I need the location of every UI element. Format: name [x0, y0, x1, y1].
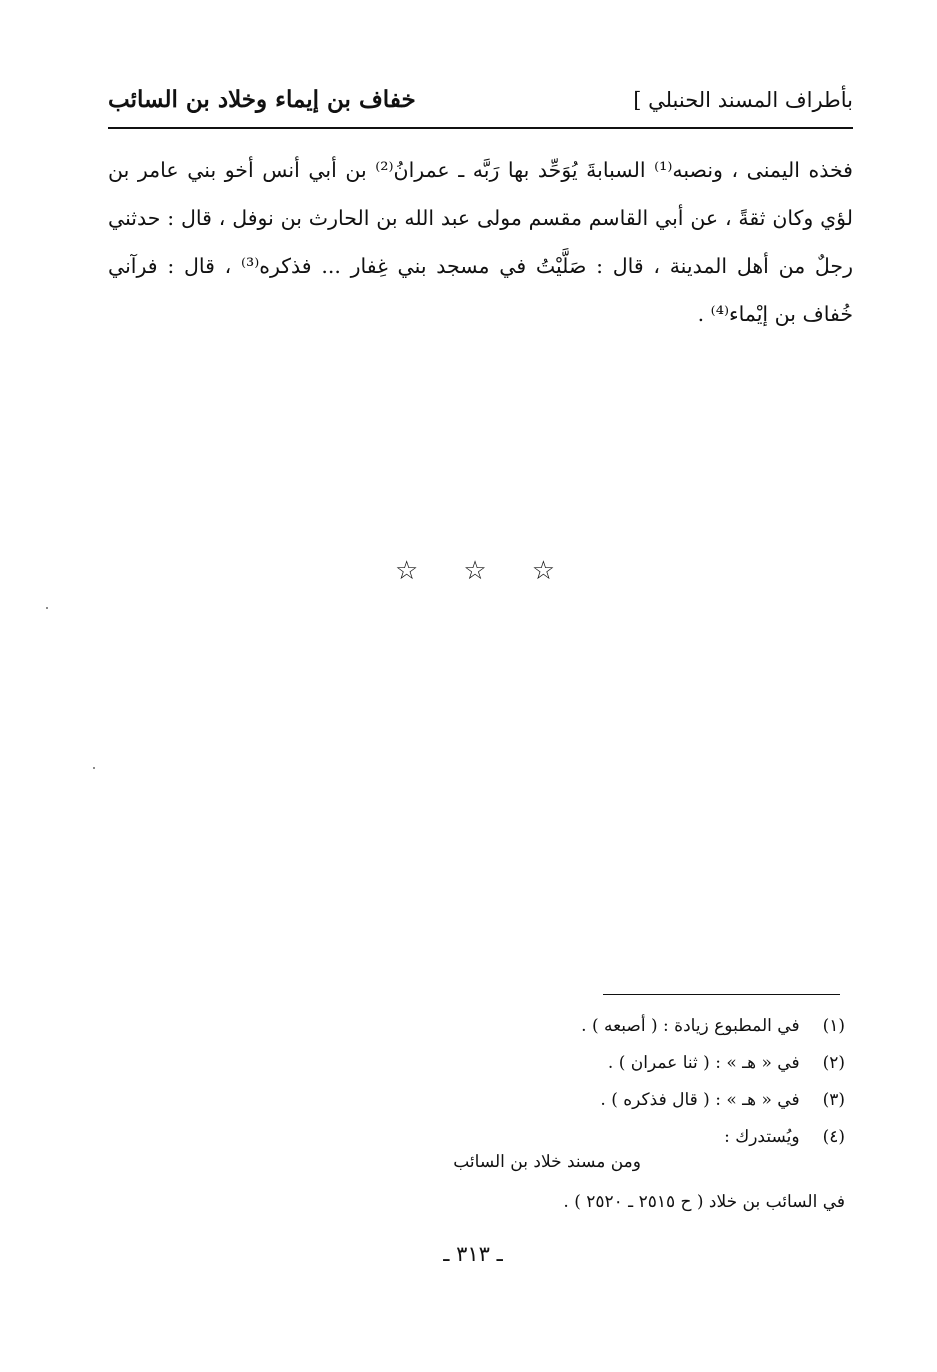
- header-book-title: بأطراف المسند الحنبلي ]: [633, 88, 853, 112]
- footnote-item: [420, 1082, 845, 1119]
- page-number: ـ ٣١٣ ـ: [443, 1242, 503, 1266]
- footnotes: [420, 1008, 845, 1156]
- footnote-text: في « هـ » : ( ثنا عمران ) .: [607, 1053, 800, 1073]
- header-divider: [108, 127, 853, 129]
- footnote-text: في المطبوع زيادة : ( أصبعه ) .: [581, 1016, 800, 1036]
- main-text: [108, 146, 853, 338]
- star-icon: ☆: [395, 556, 419, 586]
- star-icon: ☆: [531, 556, 555, 586]
- scan-speck: [46, 607, 48, 609]
- footnote-addendum-heading: ومن مسند خلاد بن السائب: [453, 1152, 641, 1172]
- footnote-addendum-text: في السائب بن خلاد ( ح ٢٥١٥ ـ ٢٥٢٠ ) .: [563, 1192, 845, 1212]
- section-separator: [395, 553, 555, 589]
- footnote-text: ويُستدرك :: [724, 1127, 800, 1147]
- footnote-text: في « هـ » : ( قال فذكره ) .: [600, 1090, 800, 1110]
- footnote-number: (٤): [822, 1127, 845, 1147]
- scan-speck: [93, 767, 95, 769]
- footnote-item: [420, 1119, 845, 1156]
- footnote-divider: [603, 994, 840, 995]
- header-section-title: خفاف بن إيماء وخلاد بن السائب: [108, 86, 416, 113]
- footnote-item: [420, 1008, 845, 1045]
- star-icon: ☆: [463, 556, 487, 586]
- footnote-item: [420, 1045, 845, 1082]
- main-paragraph: فخذه اليمنى ، ونصبه⁽¹⁾ السبابةَ يُوَحِّد بها رَبَّه ـ عمرانُ⁽²⁾ بن أبي أنس أخو بني عامر بن لؤي وكان ثقةً ، عن أبي القاسم مقسم مولى عبد الله بن الحارث بن نوفل ، قال : حدثني رجلٌ من أهل المدينة ، قال : صَلَّيْتُ في مسجد بني غِفار ... فذكره⁽³⁾ ، قال : فرآني خُفاف بن إيْماء⁽⁴⁾ .: [108, 158, 853, 326]
- footnote-number: (٢): [822, 1053, 845, 1073]
- footnote-number: (٣): [822, 1090, 845, 1110]
- running-header: [108, 86, 853, 126]
- footnote-number: (١): [822, 1016, 845, 1036]
